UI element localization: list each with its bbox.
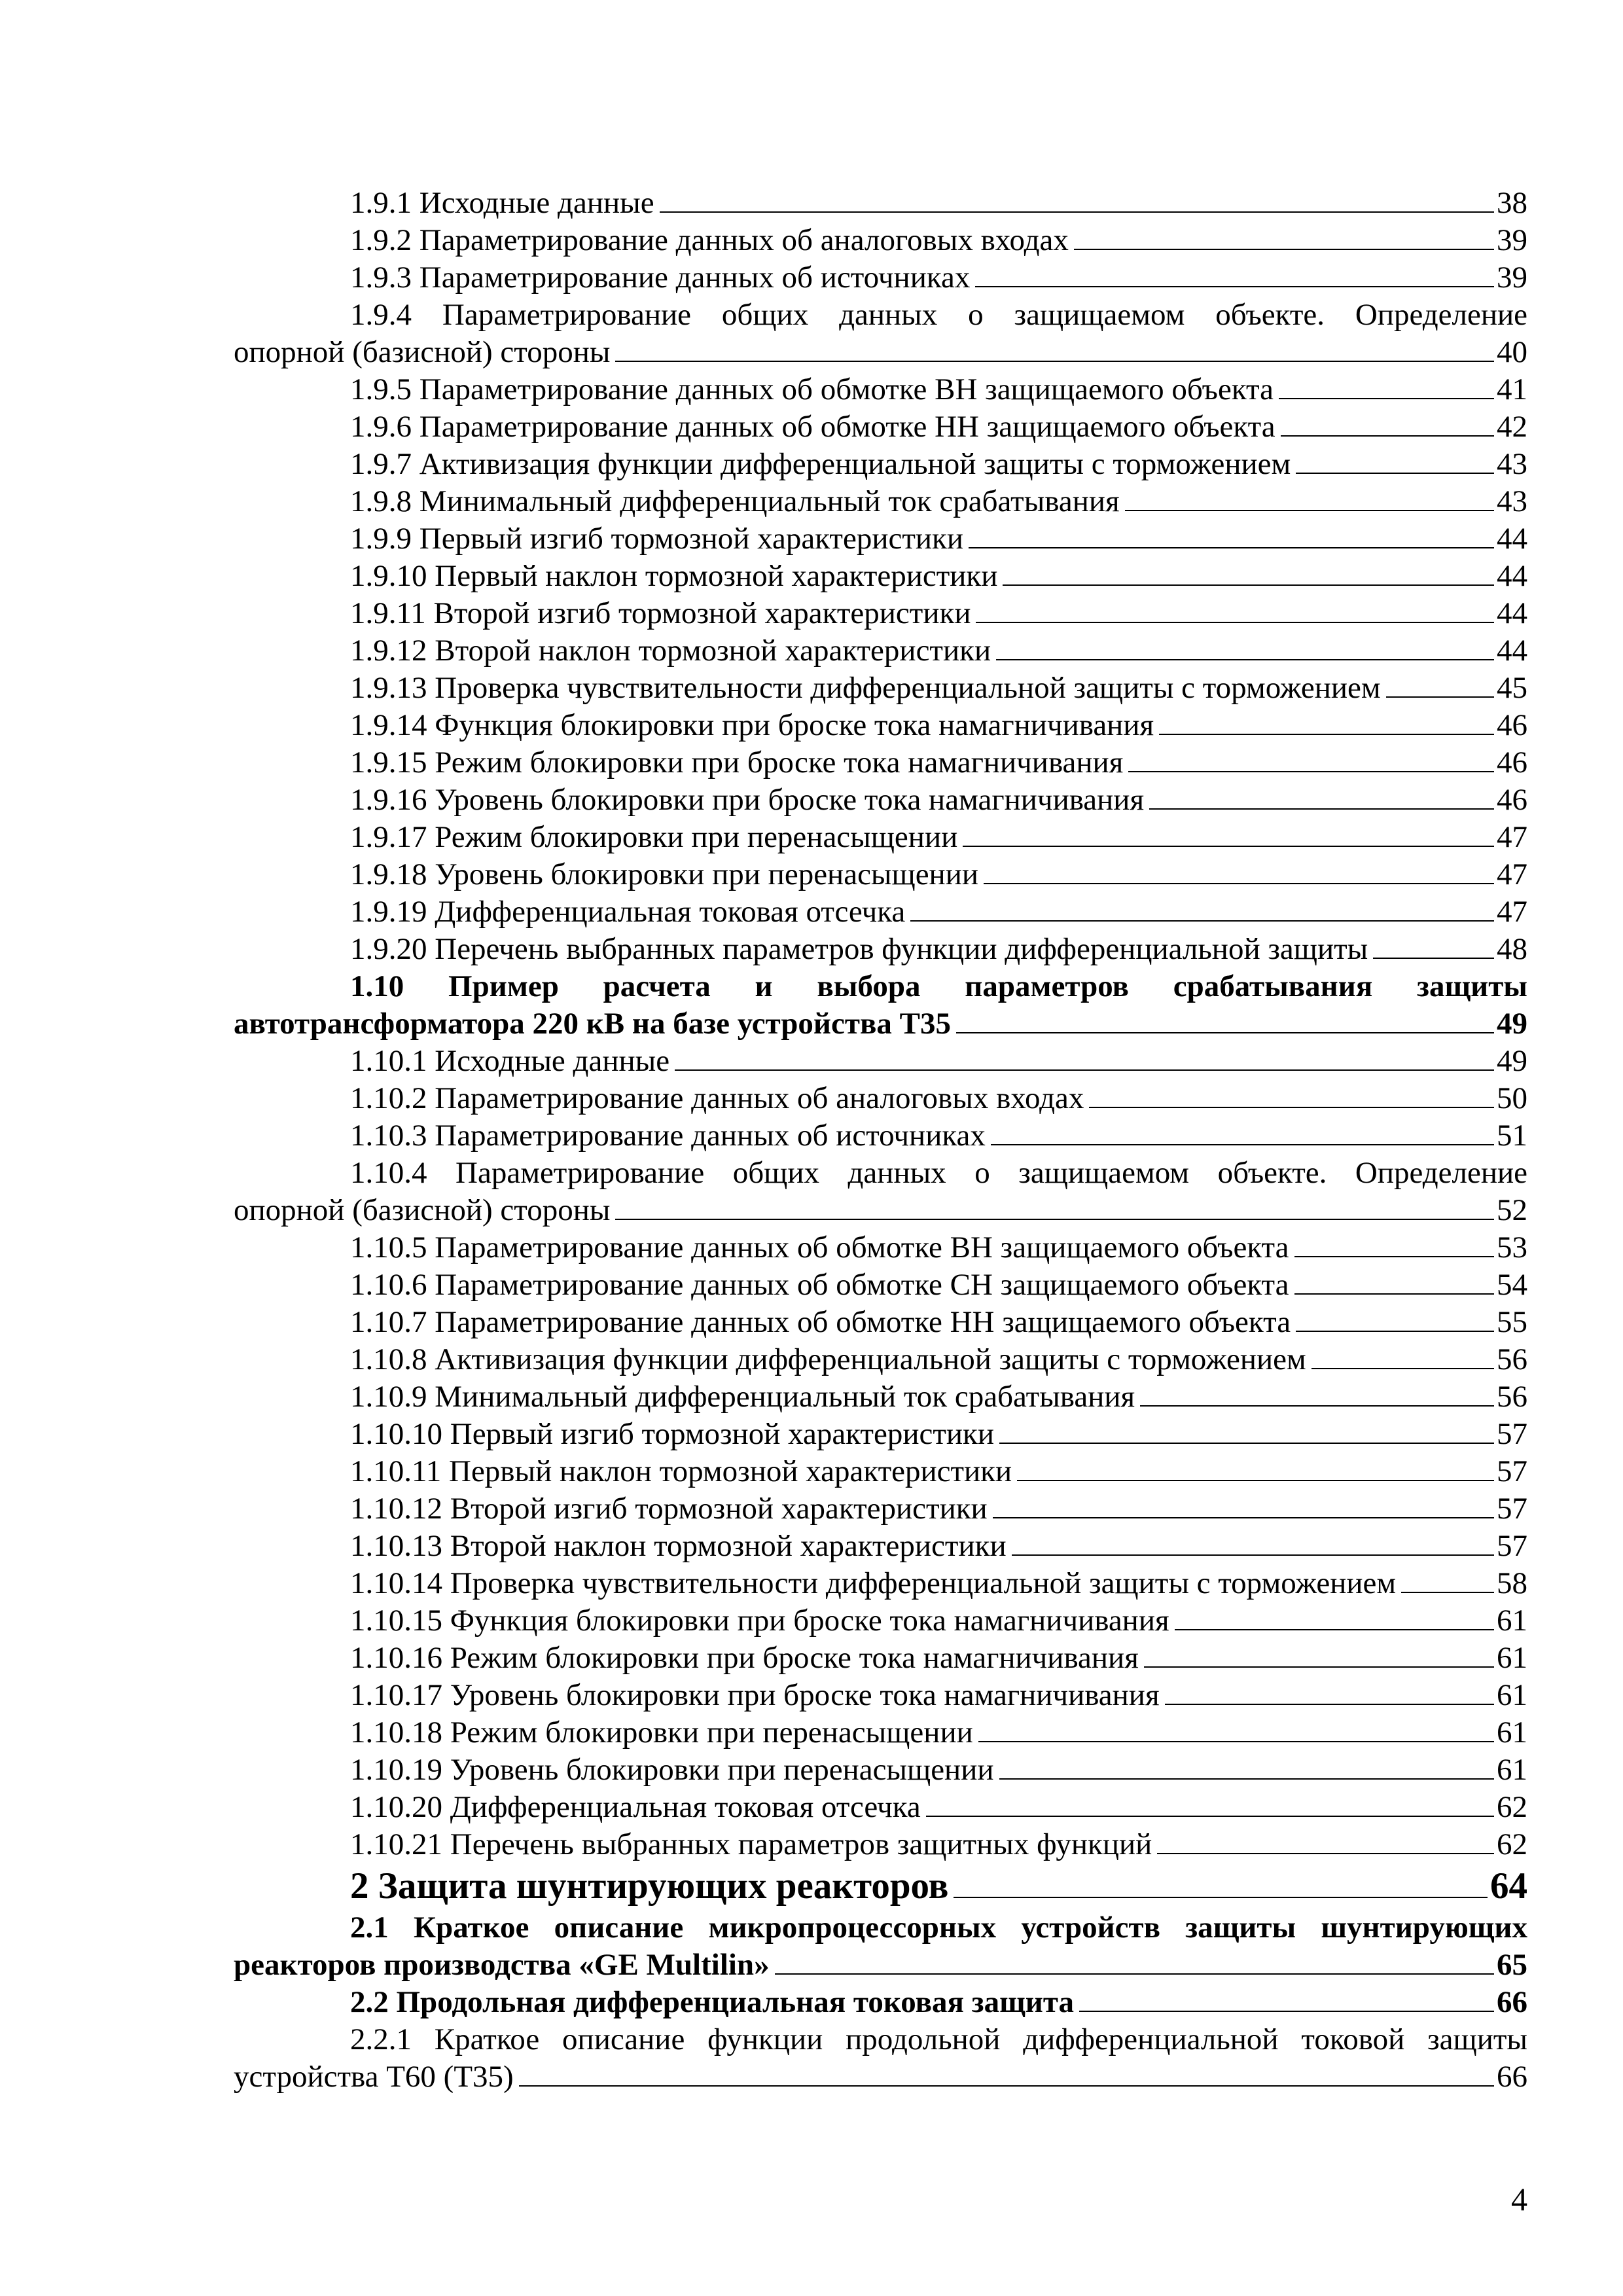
toc-entry[interactable]	[234, 744, 1527, 781]
toc-entry[interactable]	[234, 222, 1527, 259]
toc-entry-title: 1.9.2 Параметрирование данных об аналоговых входах	[350, 223, 1069, 257]
toc-entry[interactable]	[234, 931, 1527, 968]
toc-entry[interactable]	[234, 1341, 1527, 1378]
toc-entry-title-line1: 2.2.1 Краткое описание функции продольной дифференциальной токовой защиты	[350, 2022, 1527, 2056]
toc-entry[interactable]	[234, 1984, 1527, 2021]
toc-entry-title: 1.10.7 Параметрирование данных об обмотке НН защищаемого объекта	[350, 1305, 1291, 1339]
toc-entry[interactable]	[234, 1863, 1527, 1909]
toc-entry-page: 44	[1497, 634, 1527, 668]
dot-leader	[1074, 249, 1494, 250]
dot-leader	[615, 361, 1494, 362]
dot-leader	[984, 883, 1494, 884]
toc-entry-page: 49	[1497, 1007, 1527, 1041]
toc-entry-page: 66	[1497, 2060, 1527, 2094]
dot-leader	[675, 1069, 1494, 1071]
toc-entry-title: 1.9.18 Уровень блокировки при перенасыщении	[350, 857, 979, 891]
toc-entry-page: 39	[1497, 223, 1527, 257]
toc-entry-page: 61	[1497, 1604, 1527, 1638]
dot-leader	[519, 2085, 1494, 2087]
toc-entry-page: 61	[1497, 1678, 1527, 1712]
dot-leader	[999, 1443, 1494, 1444]
dot-leader	[969, 547, 1494, 548]
dot-leader	[1294, 1256, 1494, 1257]
toc-entry[interactable]	[234, 259, 1527, 296]
toc-entry[interactable]	[234, 371, 1527, 408]
dot-leader	[1296, 473, 1494, 474]
toc-entry-page: 57	[1497, 1529, 1527, 1563]
dot-leader	[1144, 1666, 1494, 1668]
page-number: 4	[1511, 2181, 1527, 2217]
toc-entry-title: 1.9.16 Уровень блокировки при броске тока намагничивания	[350, 783, 1145, 817]
dot-leader	[775, 1973, 1494, 1975]
toc-entry[interactable]	[234, 1909, 1527, 1984]
dot-leader	[954, 1897, 1488, 1898]
toc-entry[interactable]	[234, 893, 1527, 931]
toc-entry-title: 1.10.6 Параметрирование данных об обмотке СН защищаемого объекта	[350, 1268, 1289, 1302]
toc-entry-title: автотрансформатора 220 кВ на базе устройства Т35	[234, 1007, 951, 1041]
toc-entry[interactable]	[234, 1378, 1527, 1416]
toc-entry[interactable]	[234, 185, 1527, 222]
toc-entry-page: 66	[1497, 1985, 1527, 2019]
toc-entry-page: 47	[1497, 857, 1527, 891]
toc-entry-title: 1.10.9 Минимальный дифференциальный ток срабатывания	[350, 1380, 1135, 1414]
toc-entry-title: 1.10.18 Режим блокировки при перенасыщении	[350, 1715, 973, 1749]
toc-entry-page: 42	[1497, 410, 1527, 444]
dot-leader	[1296, 1331, 1494, 1332]
toc-entry-title: 1.10.21 Перечень выбранных параметров защитных функций	[350, 1827, 1152, 1861]
toc-entry-title-line1: 2.1 Краткое описание микропроцессорных устройств защиты шунтирующих	[350, 1910, 1527, 1945]
toc-entry-title: 1.9.11 Второй изгиб тормозной характеристики	[350, 596, 971, 630]
dot-leader	[1386, 696, 1494, 698]
dot-leader	[996, 659, 1494, 660]
toc-entry-page: 56	[1497, 1380, 1527, 1414]
toc-entry[interactable]	[234, 707, 1527, 744]
toc-entry[interactable]	[234, 856, 1527, 893]
toc-entry[interactable]	[234, 2021, 1527, 2096]
toc-entry-title-line1: 1.10.4 Параметрирование общих данных о защищаемом объекте. Определение	[350, 1156, 1527, 1190]
toc-entry-title: 1.9.7 Активизация функции дифференциальной защиты с торможением	[350, 447, 1291, 481]
toc-entry-page: 64	[1490, 1865, 1527, 1907]
toc-entry-title: 1.9.3 Параметрирование данных об источниках	[350, 260, 971, 295]
toc-entry[interactable]	[234, 1490, 1527, 1528]
toc-entry-page: 46	[1497, 708, 1527, 742]
dot-leader	[978, 1741, 1494, 1742]
dot-leader	[1311, 1368, 1494, 1369]
toc-entry-title: 1.10.10 Первый изгиб тормозной характеристики	[350, 1417, 995, 1451]
toc-entry-page: 44	[1497, 522, 1527, 556]
toc-entry-page: 61	[1497, 1753, 1527, 1787]
toc-entry[interactable]	[234, 1789, 1527, 1826]
toc-entry-title: 1.9.10 Первый наклон тормозной характеристики	[350, 559, 998, 593]
toc-entry-page: 56	[1497, 1342, 1527, 1376]
toc-entry[interactable]	[234, 1677, 1527, 1714]
toc-entry-title: 1.9.1 Исходные данные	[350, 186, 654, 220]
toc-entry-title: 1.9.8 Минимальный дифференциальный ток срабатывания	[350, 484, 1120, 518]
toc-entry[interactable]	[234, 1751, 1527, 1789]
toc-entry-page: 38	[1497, 186, 1527, 220]
dot-leader	[956, 1032, 1494, 1033]
toc-entry[interactable]	[234, 1565, 1527, 1602]
toc-entry[interactable]	[234, 483, 1527, 520]
toc-entry-page: 62	[1497, 1790, 1527, 1824]
toc-entry-page: 47	[1497, 820, 1527, 854]
toc-entry-title: 1.10.13 Второй наклон тормозной характеристики	[350, 1529, 1007, 1563]
toc-entry[interactable]	[234, 819, 1527, 856]
toc-entry-title: опорной (базисной) стороны	[234, 1193, 611, 1227]
toc-entry-title: 1.9.12 Второй наклон тормозной характеристики	[350, 634, 991, 668]
toc-entry-page: 57	[1497, 1454, 1527, 1488]
toc-entry-page: 41	[1497, 372, 1527, 406]
toc-entry[interactable]	[234, 1043, 1527, 1080]
toc-entry-page: 48	[1497, 932, 1527, 966]
toc-entry[interactable]	[234, 408, 1527, 446]
toc-entry-title-line1: 1.10 Пример расчета и выбора параметров срабатывания защиты	[350, 969, 1527, 1003]
toc-entry-page: 61	[1497, 1715, 1527, 1749]
dot-leader	[1012, 1554, 1494, 1556]
toc-entry[interactable]	[234, 1266, 1527, 1304]
toc-entry[interactable]	[234, 1826, 1527, 1863]
toc-entry-page: 62	[1497, 1827, 1527, 1861]
toc-entry[interactable]	[234, 1640, 1527, 1677]
toc-entry-title: 1.9.13 Проверка чувствительности дифференциальной защиты с торможением	[350, 671, 1381, 705]
dot-leader	[1281, 435, 1494, 437]
toc-entry-title: 2 Защита шунтирующих реакторов	[350, 1865, 949, 1907]
toc-entry[interactable]	[234, 520, 1527, 558]
toc-entry[interactable]	[234, 1602, 1527, 1640]
toc-entry-page: 44	[1497, 596, 1527, 630]
toc-entry-title: 1.10.2 Параметрирование данных об аналоговых входах	[350, 1081, 1084, 1115]
dot-leader	[1089, 1107, 1494, 1108]
dot-leader	[991, 1144, 1494, 1145]
toc-entry-page: 65	[1497, 1948, 1527, 1982]
toc-entry[interactable]	[234, 1714, 1527, 1751]
toc-entry[interactable]	[234, 1080, 1527, 1117]
dot-leader	[993, 1517, 1494, 1518]
toc-entry-title: 1.10.14 Проверка чувствительности дифференциальной защиты с торможением	[350, 1566, 1397, 1600]
dot-leader	[1159, 734, 1494, 735]
toc-entry-title: 1.10.8 Активизация функции дифференциальной защиты с торможением	[350, 1342, 1306, 1376]
toc-entry-page: 61	[1497, 1641, 1527, 1675]
dot-leader	[1140, 1405, 1494, 1407]
toc-entry-title: 1.10.11 Первый наклон тормозной характеристики	[350, 1454, 1012, 1488]
toc-entry-title: 1.10.19 Уровень блокировки при перенасыщении	[350, 1753, 994, 1787]
dot-leader	[1175, 1629, 1494, 1630]
toc-entry-page: 49	[1497, 1044, 1527, 1078]
toc-entry-page: 45	[1497, 671, 1527, 705]
toc-entry-page: 47	[1497, 895, 1527, 929]
table-of-contents	[234, 185, 1527, 2096]
toc-entry-title: 1.9.5 Параметрирование данных об обмотке ВН защищаемого объекта	[350, 372, 1274, 406]
toc-entry-title: 1.10.15 Функция блокировки при броске тока намагничивания	[350, 1604, 1169, 1638]
toc-entry[interactable]	[234, 1155, 1527, 1229]
toc-entry-page: 43	[1497, 484, 1527, 518]
toc-entry-title-line1: 1.9.4 Параметрирование общих данных о защищаемом объекте. Определение	[350, 298, 1527, 332]
toc-entry-page: 46	[1497, 745, 1527, 780]
toc-entry-title: опорной (базисной) стороны	[234, 335, 611, 369]
toc-entry[interactable]	[234, 781, 1527, 819]
toc-entry-title: 1.10.3 Параметрирование данных об источниках	[350, 1119, 986, 1153]
dot-leader	[1125, 510, 1494, 511]
dot-leader	[1017, 1480, 1494, 1481]
toc-entry-title: устройства Т60 (Т35)	[234, 2060, 514, 2094]
toc-entry[interactable]	[234, 595, 1527, 632]
toc-entry-page: 55	[1497, 1305, 1527, 1339]
toc-entry-page: 57	[1497, 1492, 1527, 1526]
dot-leader	[1149, 808, 1494, 810]
toc-entry-page: 44	[1497, 559, 1527, 593]
dot-leader	[660, 211, 1494, 213]
dot-leader	[615, 1219, 1494, 1220]
toc-entry[interactable]	[234, 558, 1527, 595]
toc-entry-title: 1.10.5 Параметрирование данных об обмотке ВН защищаемого объекта	[350, 1230, 1289, 1265]
toc-entry[interactable]	[234, 670, 1527, 707]
toc-entry[interactable]	[234, 1117, 1527, 1155]
toc-entry-title: реакторов производства «GE Multilin»	[234, 1948, 770, 1982]
dot-leader	[1157, 1853, 1494, 1854]
dot-leader	[1165, 1704, 1494, 1705]
dot-leader	[963, 846, 1494, 847]
toc-entry[interactable]	[234, 1304, 1527, 1341]
toc-entry[interactable]	[234, 968, 1527, 1043]
dot-leader	[1128, 771, 1494, 772]
toc-entry-page: 39	[1497, 260, 1527, 295]
dot-leader	[999, 1778, 1494, 1780]
toc-entry-page: 57	[1497, 1417, 1527, 1451]
dot-leader	[1279, 398, 1494, 399]
dot-leader	[1003, 584, 1494, 586]
toc-entry-page: 53	[1497, 1230, 1527, 1265]
toc-entry[interactable]	[234, 446, 1527, 483]
toc-entry-title: 1.9.15 Режим блокировки при броске тока намагничивания	[350, 745, 1124, 780]
dot-leader	[976, 622, 1494, 623]
toc-entry[interactable]	[234, 1416, 1527, 1453]
toc-entry-page: 52	[1497, 1193, 1527, 1227]
toc-entry-page: 43	[1497, 447, 1527, 481]
dot-leader	[910, 920, 1494, 922]
toc-entry-title: 1.9.14 Функция блокировки при броске тока намагничивания	[350, 708, 1154, 742]
toc-entry-title: 1.9.20 Перечень выбранных параметров функции дифференциальной защиты	[350, 932, 1368, 966]
dot-leader	[975, 286, 1494, 287]
toc-entry-title: 2.2 Продольная дифференциальная токовая защита	[350, 1985, 1074, 2019]
toc-entry-title: 1.9.6 Параметрирование данных об обмотке НН защищаемого объекта	[350, 410, 1275, 444]
toc-entry[interactable]	[234, 1453, 1527, 1490]
toc-entry-page: 50	[1497, 1081, 1527, 1115]
toc-entry-title: 1.10.17 Уровень блокировки при броске тока намагничивания	[350, 1678, 1160, 1712]
dot-leader	[1079, 2011, 1494, 2012]
toc-entry[interactable]	[234, 296, 1527, 371]
toc-entry-page: 58	[1497, 1566, 1527, 1600]
toc-entry[interactable]	[234, 632, 1527, 670]
toc-entry-title: 1.9.19 Дифференциальная токовая отсечка	[350, 895, 906, 929]
toc-entry-title: 1.9.17 Режим блокировки при перенасыщении	[350, 820, 958, 854]
dot-leader	[1373, 958, 1494, 959]
toc-entry-page: 40	[1497, 335, 1527, 369]
toc-entry-page: 54	[1497, 1268, 1527, 1302]
toc-entry-title: 1.10.16 Режим блокировки при броске тока намагничивания	[350, 1641, 1139, 1675]
toc-entry-title: 1.9.9 Первый изгиб тормозной характеристики	[350, 522, 964, 556]
dot-leader	[1294, 1293, 1494, 1295]
toc-entry[interactable]	[234, 1528, 1527, 1565]
toc-entry-page: 51	[1497, 1119, 1527, 1153]
toc-entry-title: 1.10.1 Исходные данные	[350, 1044, 670, 1078]
toc-entry[interactable]	[234, 1229, 1527, 1266]
toc-entry-title: 1.10.20 Дифференциальная токовая отсечка	[350, 1790, 921, 1824]
toc-entry-title: 1.10.12 Второй изгиб тормозной характеристики	[350, 1492, 988, 1526]
toc-entry-page: 46	[1497, 783, 1527, 817]
dot-leader	[1401, 1592, 1494, 1593]
dot-leader	[926, 1816, 1494, 1817]
